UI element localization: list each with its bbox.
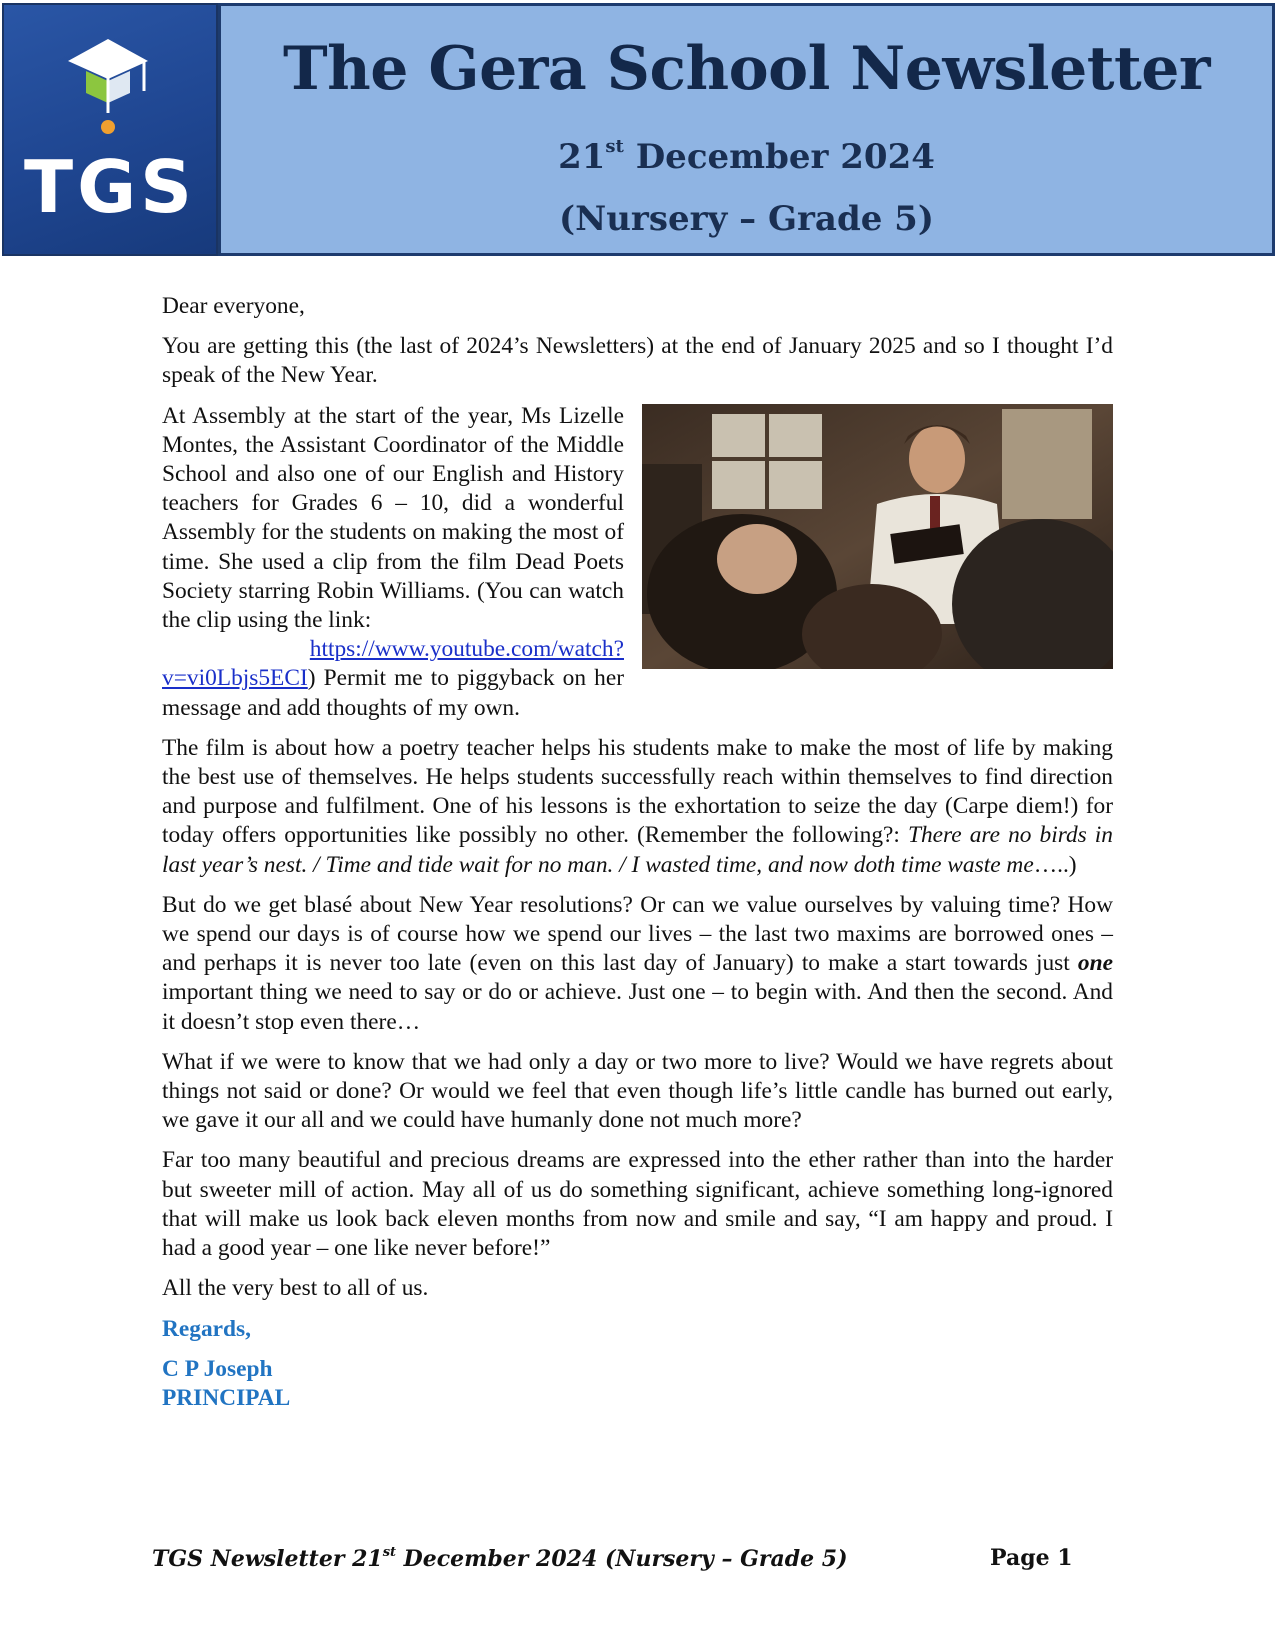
paragraph-reflection: What if we were to know that we had only a day or two more to live? Would we have regrets about things not said or done? Or would we feel that even though life’s little candle has burned out early, we gave it our all and we could have humanly done not much more? [162, 1048, 1113, 1134]
paragraph-assembly: At Assembly at the start of the year, Ms Lizelle Montes, the Assistant Coordinator of the Middle School and also one of our English and History teachers for Grades 6 – 10, did a wonderful Assembly for the students on making the most of time. She used a clip from the film Dead Poets Society starring Robin Williams. (You can watch the clip using the link: https://www.youtube.com/watch?v=vi0Lbjs5ECI) Permit me to piggyback on her message and add thoughts of my own. [162, 402, 1113, 723]
dead-poets-society-photo [642, 404, 1113, 669]
salutation: Dear everyone, [162, 293, 305, 319]
signer-title: PRINCIPAL [162, 1384, 291, 1411]
page-number: Page 1 [990, 1545, 1073, 1571]
paragraph-wishes: All the very best to all of us. [162, 1275, 429, 1302]
emphasis-one: one [1077, 950, 1113, 977]
newsletter-date: 21st December 2024 [558, 136, 935, 177]
signer-name: C P Joseph [162, 1355, 273, 1382]
school-logo [2, 3, 218, 256]
paragraph-resolutions: But do we get blasé about New Year resolutions? Or can we value ourselves by valuing time? How we spend our days is of course how we spend our lives – the last two maxims are borrowed ones – and perhaps it is never too late (even on this last day of January) to make a start towards just one important thing we need to say or do or achieve. Just one – to begin with. And then the second. And it doesn’t stop even there… [162, 891, 1113, 1035]
paragraph-intro: You are getting this (the last of 2024’s Newsletters) at the end of January 2025 and so I thought I’d speak of the New Year. [162, 333, 1113, 389]
signature-block [162, 1355, 1113, 1413]
youtube-clip-link[interactable]: https://www.youtube.com/watch?v=vi0Lbjs5ECI [162, 636, 624, 692]
quote-text: There are no birds in last year’s nest. / Time and tide wait for no man. / I wasted time, and now doth time waste me [162, 822, 1113, 878]
paragraph-dreams: Far too many beautiful and precious dreams are expressed into the ether rather than into the harder but sweeter mill of action. May all of us do something significant, achieve something long-ignored that will make us look back eleven months from now and smile and say, “I am happy and proud. I had a good year – one like never before!” [162, 1147, 1113, 1262]
footer-text: TGS Newsletter 21st December 2024 (Nursery – Grade 5) [152, 1545, 848, 1572]
logo-text: TGS [23, 145, 197, 229]
newsletter-title: The Gera School Newsletter [283, 34, 1210, 104]
letter-body [162, 292, 1113, 1424]
regards: Regards, [162, 1315, 252, 1342]
newsletter-grades: (Nursery – Grade 5) [559, 199, 934, 239]
graduation-cap-icon [58, 31, 158, 141]
paragraph-film: The film is about how a poetry teacher helps his students make to make the most of life by making the best use of themselves. He helps students successfully reach within themselves to find direction and purpose and fulfilment. One of his lessons is the exhortation to seize the day (Carpe diem!) for today offers opportunities like possibly no other. (Remember the following?: There are no birds in last year’s nest. / Time and tide wait for no man. / I wasted time, and now doth time waste me…..) [162, 734, 1113, 878]
header-banner [218, 3, 1275, 256]
